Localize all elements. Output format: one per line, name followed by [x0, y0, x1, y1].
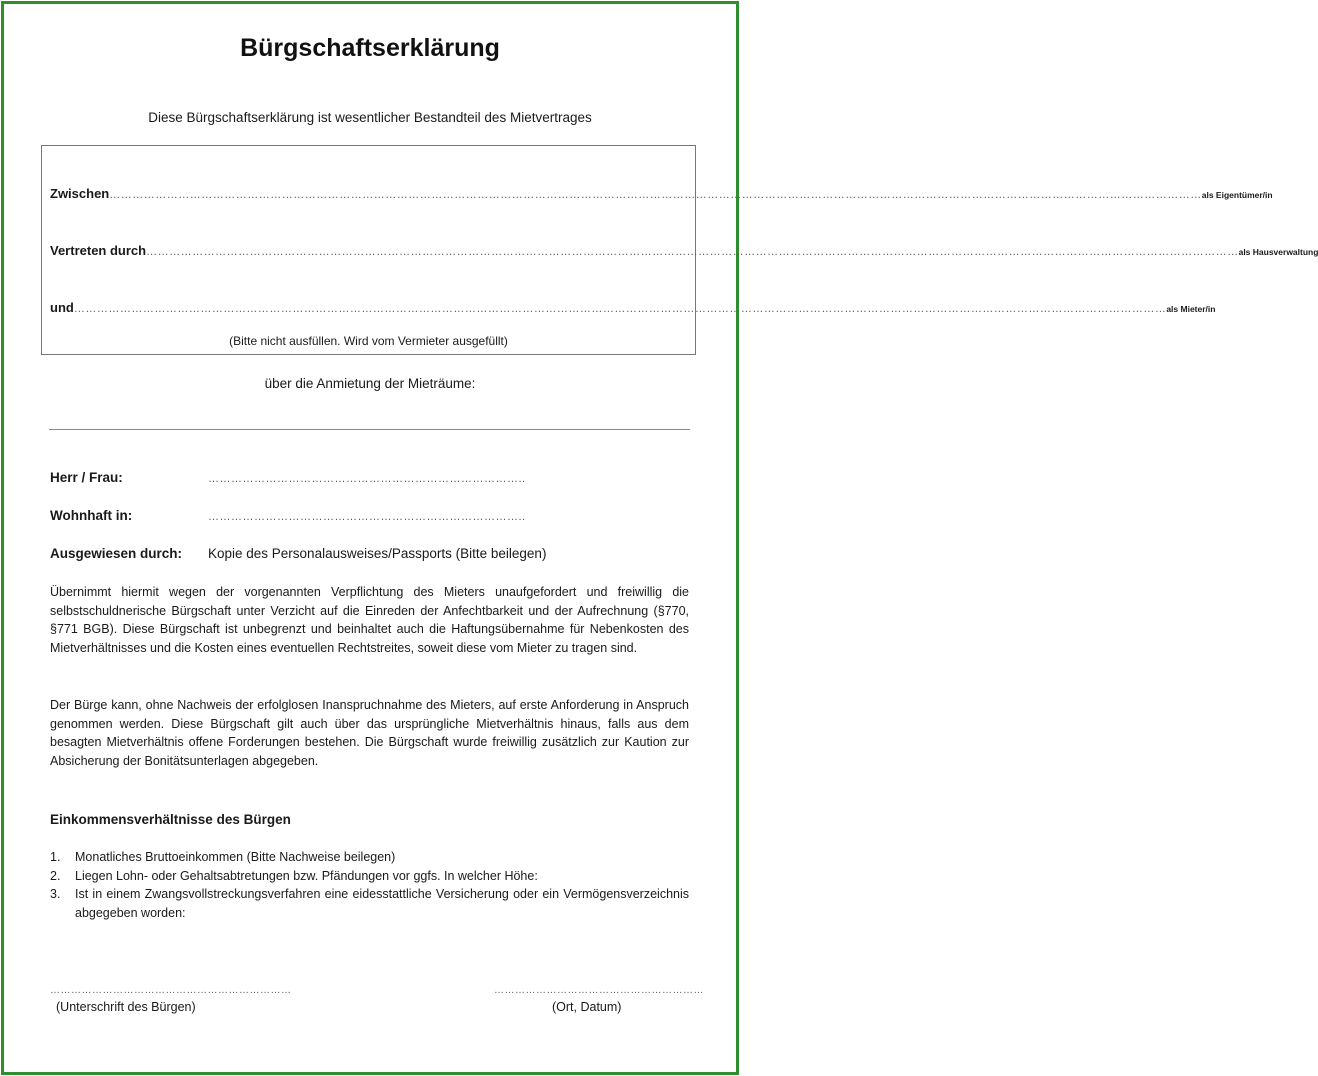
party-row-tenant[interactable]	[50, 300, 1216, 315]
party-suffix-management: als Hausverwaltung	[1238, 247, 1318, 257]
field-herr-frau[interactable]	[50, 470, 526, 485]
income-list	[50, 848, 689, 922]
document-subtitle: Diese Bürgschaftserklärung ist wesentlicher Bestandteil des Mietvertrages	[148, 110, 592, 125]
list-number: 1.	[50, 850, 61, 864]
premises-line[interactable]	[49, 429, 690, 430]
field-wohnhaft[interactable]	[50, 508, 526, 523]
field-value: Kopie des Personalausweises/Passports (Bitte beilegen)	[208, 546, 547, 561]
field-ausgewiesen	[50, 546, 546, 561]
rental-premises-label: über die Anmietung der Mieträume:	[264, 376, 476, 391]
fill-line: ……………………………………………………………………………………………………………………………………………………………………………………………………………………………………………………………	[109, 189, 1202, 201]
fill-line: ……………………………………………………………………………………………………………………………………………………………………………………………………………………………………………………………	[73, 303, 1167, 315]
party-row-landlord[interactable]	[50, 186, 1273, 201]
field-label: Herr / Frau:	[50, 470, 123, 485]
paragraph-first-demand: Der Bürge kann, ohne Nachweis der erfolglosen Inanspruchnahme des Mieters, auf erste Anforderung in Anspruch genommen werden. Diese Bürgschaft gilt auch über das ursprüngliche Mietverhältnis hinaus, falls aus dem besagten Mietverhältnis offene Forderungen bestehen. Die Bürgschaft wurde freiwillig zusätzlich zur Kaution zur Absicherung der Bonitätsunterlagen abgegeben.	[50, 698, 689, 768]
landlord-fill-note: (Bitte nicht ausfüllen. Wird vom Vermieter ausgefüllt)	[229, 334, 508, 348]
list-text: Liegen Lohn- oder Gehaltsabtretungen bzw. Pfändungen vor ggfs. In welcher Höhe:	[75, 868, 538, 883]
place-date-line[interactable]: ……………………………………………………	[494, 985, 704, 996]
income-heading: Einkommensverhältnisse des Bürgen	[50, 812, 291, 827]
field-label: Ausgewiesen durch:	[50, 546, 183, 561]
document-title: Bürgschaftserklärung	[240, 34, 500, 62]
list-text: Ist in einem Zwangsvollstreckungsverfahren eine eidesstattliche Versicherung oder ein Vermögensverzeichnis abgegeben worden:	[75, 887, 689, 920]
field-label: Wohnhaft in:	[50, 508, 133, 523]
list-item	[50, 885, 689, 922]
party-label-landlord: Zwischen	[50, 186, 110, 201]
list-item	[50, 848, 689, 867]
list-item	[50, 867, 689, 886]
party-label-tenant: und	[50, 300, 74, 315]
list-number: 2.	[50, 868, 61, 883]
signature-label: (Unterschrift des Bürgen)	[56, 1000, 196, 1014]
list-number: 3.	[50, 887, 61, 901]
party-row-management[interactable]	[50, 243, 1318, 258]
party-suffix-landlord: als Eigentümer/in	[1201, 190, 1273, 200]
list-text: Monatliches Bruttoeinkommen (Bitte Nachweise beilegen)	[75, 850, 396, 864]
fill-line: ……………………………………………………………………………………………………………………………………………………………………………………………………………………………………………………………	[146, 246, 1239, 258]
place-date-label: (Ort, Datum)	[552, 1000, 622, 1014]
field-value: ………………………………………………………………………..	[208, 473, 526, 485]
field-value: ………………………………………………………………………..	[208, 511, 526, 523]
party-label-management: Vertreten durch	[50, 243, 147, 258]
party-suffix-tenant: als Mieter/in	[1166, 304, 1216, 314]
signature-line[interactable]: ……………………………………………………………	[50, 985, 292, 996]
paragraph-guarantee: Übernimmt hiermit wegen der vorgenannten Verpflichtung des Mieters unaufgefordert und freiwillig die selbstschuldnerische Bürgschaft unter Verzicht auf die Einreden der Anfechtbarkeit und der Aufrechnung (§770, §771 BGB). Diese Bürgschaft ist unbegrenzt und beinhaltet auch die Haftungsübernahme für Nebenkosten des Mietverhältnisses und die Kosten eines eventuellen Rechtstreites, soweit diese vom Mieter zu tragen sind.	[50, 585, 689, 655]
